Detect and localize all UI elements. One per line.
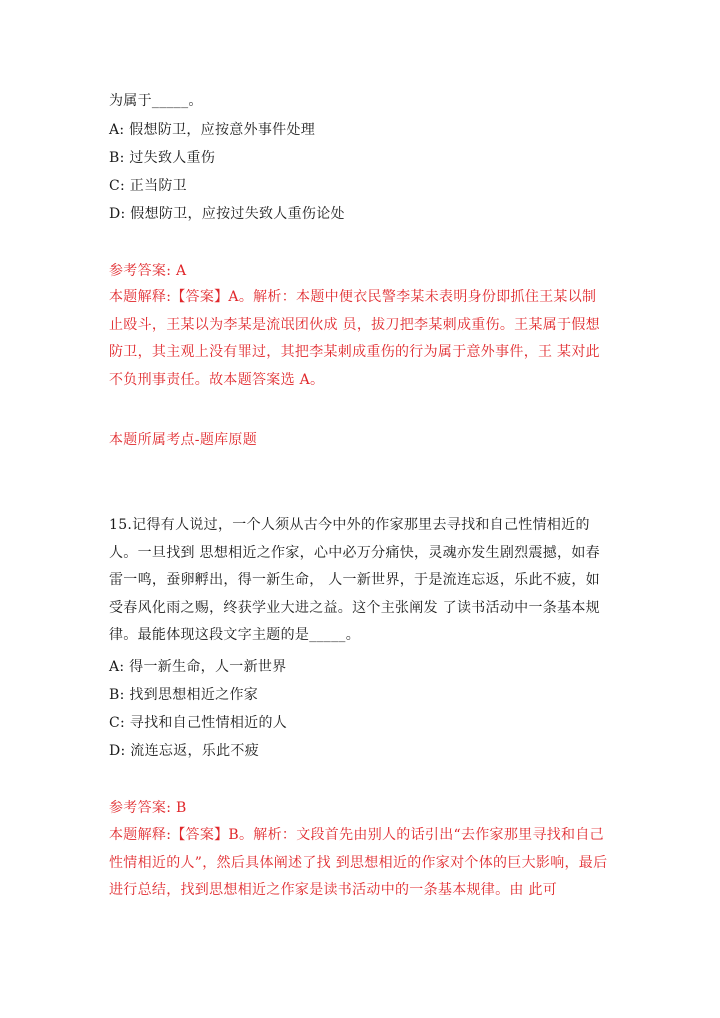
q14-topic: 本题所属考点-题库原题 [109,432,258,448]
q15-option-c: C: 寻找和自己性情相近的人 [109,715,288,731]
q14-stem-tail: 为属于_____。 [109,93,203,109]
q14-explanation: 本题解释:【答案】A。解析：本题中便衣民警李某未表明身份即抓住王某以制止殴斗，王某以为李某是流氓团伙成 员，拔刀把李某刺成重伤。王某属于假想防卫，其主观上没有罪过，其把李某刺成重伤的行为属于意外事件，王 某对此不负刑事责任。故本题答案选 A。 [109,289,600,388]
q14-option-c: C: 正当防卫 [109,178,187,194]
q15-answer: 参考答案: B [109,800,187,816]
q14-option-a: A: 假想防卫，应按意外事件处理 [109,122,316,138]
q15-option-b: B: 找到思想相近之作家 [109,687,259,703]
q15-option-a: A: 得一新生命，人一新世界 [109,659,287,675]
q15-option-d: D: 流连忘返，乐此不疲 [109,743,259,759]
q14-option-b: B: 过失致人重伤 [109,150,216,166]
q15-stem: 15.记得有人说过，一个人须从古今中外的作家那里去寻找和自己性情相近的人。一旦找到 思想相近之作家，心中必万分痛快，灵魂亦发生剧烈震撼，如春雷一鸣，蚕卵孵出，得一新生命， 人一新世界，于是流连忘返，乐此不疲，如受春风化雨之赐，终获学业大进之益。这个主张阐发 了读书活动中一条基本规律。最能体现这段文字主题的是_____。 [109,517,600,643]
q14-option-d: D: 假想防卫，应按过失致人重伤论处 [109,206,345,222]
q14-answer: 参考答案: A [109,263,187,279]
q15-explanation: 本题解释:【答案】B。解析：文段首先由别人的话引出“去作家那里寻找和自己性情相近的人”，然后具体阐述了找 到思想相近的作家对个体的巨大影响，最后进行总结，找到思想相近之作家是读书活动中的一条基本规律。由 此可 [109,827,608,898]
